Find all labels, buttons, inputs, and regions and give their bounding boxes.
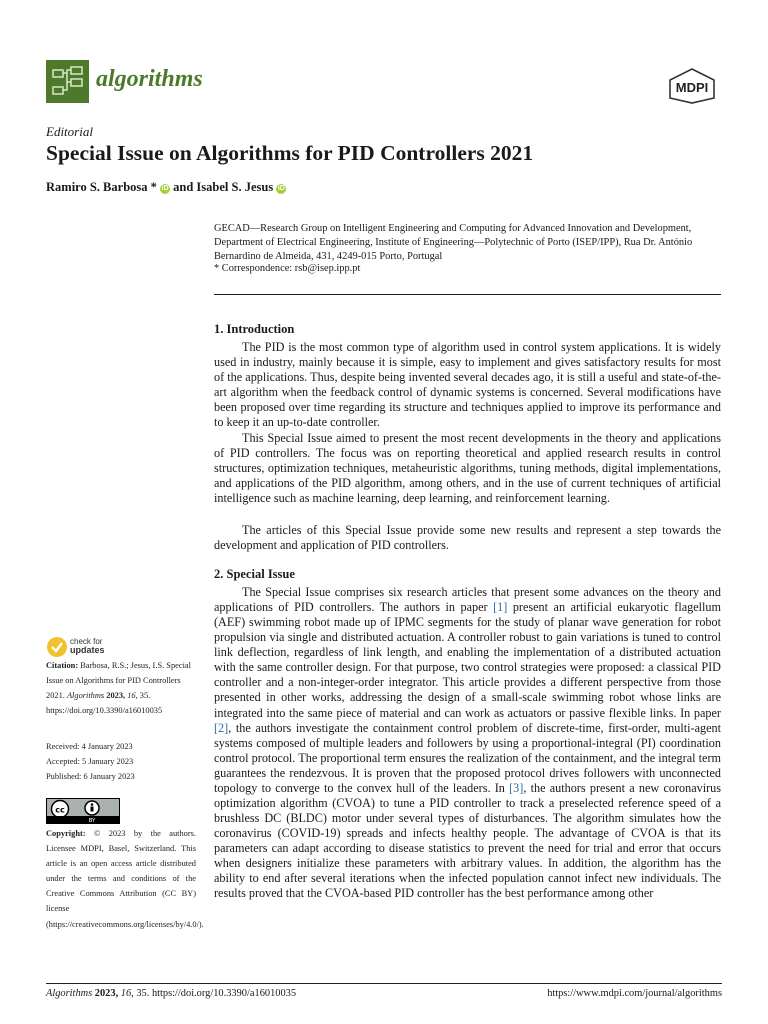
journal-name: algorithms xyxy=(96,66,203,92)
orcid-icon[interactable]: iD xyxy=(161,185,169,192)
paragraph: This Special Issue aimed to present the most recent developments in the theory and applications of PID controllers. The focus was on reporting theoretical and applied research results in control structures, optimization techniques, metaheuristic algorithms, tuning methods, digital implementations, and applications of the PID algorithm, among others, and in the use of current techniques of artificial intelligence such as machine learning, deep learning, and reinforcement learning. xyxy=(214,431,721,506)
svg-text:BY: BY xyxy=(88,818,96,823)
reference-link[interactable]: [1] xyxy=(493,600,508,615)
copyright: Copyright: © 2023 by the authors. Licensee MDPI, Basel, Switzerland. This article is an open access article distributed under the terms and conditions of the Creative Commons Attribution (CC BY) license (https://creativecommons.org/licenses/by/4.0/). xyxy=(46,829,204,929)
mdpi-logo xyxy=(666,68,718,104)
orcid-icon[interactable]: iD xyxy=(277,185,285,192)
author-list xyxy=(46,180,286,195)
reference-link[interactable]: [3] xyxy=(509,780,524,795)
section-heading: 1. Introduction xyxy=(214,322,295,336)
citation: Citation: Barbosa, R.S.; Jesus, I.S. Special Issue on Algorithms for PID Controllers 2021. Algorithms 2023, 16, 35. https://doi.org/10.3390/a16010035 xyxy=(46,661,191,716)
divider xyxy=(46,983,722,984)
svg-text:cc: cc xyxy=(55,805,65,815)
cc-by-license-icon[interactable] xyxy=(46,798,120,824)
author-name[interactable]: Ramiro S. Barbosa * xyxy=(46,180,157,194)
divider xyxy=(214,294,721,295)
article-title: Special Issue on Algorithms for PID Controllers 2021 xyxy=(46,141,534,165)
journal-logo-icon xyxy=(46,60,89,103)
published-date: Published: 6 January 2023 xyxy=(46,772,135,781)
received-date: Received: 4 January 2023 xyxy=(46,742,133,751)
paragraph: The Special Issue comprises six research articles that present some advances on the theory and applications of PID controllers. The authors in paper [1] present an artificial eukaryotic flagellum (AEF) swimming robot made up of IPMC segments for the study of planar wave generation for robot propulsion via single and distributed actuation. A controller robust to gain variations is tuned to control link deflection, regardless of link length, and enabling the implementation of a distributed actuation with the same controller design. For that purpose, two control strategies were proposed: a classical PID controller and a non-integer-order integrator. This article provides a different perspective from those presented in other works, addressing the design of a small-scale swimming robot whose links are integrated into the same piece of material and can work as actuators or passive flexible links. In paper [2], the authors investigate the containment control problem of discrete-time, first-order, multi-agent systems composed of multiple leaders and followers by using a proportional-integral (PI) coordination control protocol. The proportional term ensures the realization of the containment, and the integral term guarantees the rendezvous. It is proven that the proposed protocol drives followers with unconnected topology to converge to the convex hull of the leaders. In [3], the authors present a new coronavirus optimization algorithm (CVOA) to tune a PID controller to track a preselected reference speed of a brushless DC (BLDC) motor under several types of disturbances. The algorithm simulates how the coronavirus (COVID-19) spreads and infects healthy people. The advantage of CVOA is that its parameters can adapt according to disease statistics to prevent the need for trial and error that occurs when designers initialize these parameters with arbitrary values. In addition, the algorithm has the ability to end after several iterations when the infected population cannot infect new individuals. The results proved that the CVOA-based PID controller has the best performance among other xyxy=(214,585,722,901)
check-for-updates-label[interactable]: check for updates xyxy=(70,637,105,655)
footer-citation: Algorithms 2023, 16, 35. https://doi.org/10.3390/a16010035 xyxy=(46,988,297,999)
journal-url[interactable]: https://www.mdpi.com/journal/algorithms xyxy=(547,988,722,999)
paragraph: The articles of this Special Issue provide some new results and represent a step towards the development and application of PID controllers. xyxy=(214,523,721,553)
section-heading: 2. Special Issue xyxy=(214,567,295,581)
correspondence: * Correspondence: rsb@isep.ipp.pt xyxy=(214,263,361,274)
mdpi-logo-text: MDPI xyxy=(675,80,709,95)
paragraph: The PID is the most common type of algorithm used in control system applications. It is widely used in industry, mainly because it is simple, easy to implement and gives satisfactory results for most of the applications. Thus, despite being invented several decades ago, it is still a useful and state-of-the-art algorithm when the feedback control of dynamic systems is concerned. Several modifications have been proposed over time regarding its structure and techniques applied to improve its performance and to keep it an up-to-date controller. xyxy=(214,340,721,430)
article-type: Editorial xyxy=(46,124,93,139)
author-name[interactable]: and Isabel S. Jesus xyxy=(173,180,274,194)
affiliation: GECAD—Research Group on Intelligent Engineering and Computing for Advanced Innovation and Development, Department of Electrical Engineering, Institute of Engineering—Polytechnic of Porto (ISEP/IPP), Rua Dr. António Bernardino de Almeida, 431, 4249-015 Porto, Portugal xyxy=(214,223,693,262)
accepted-date: Accepted: 5 January 2023 xyxy=(46,757,134,766)
reference-link[interactable]: [2] xyxy=(214,720,229,735)
